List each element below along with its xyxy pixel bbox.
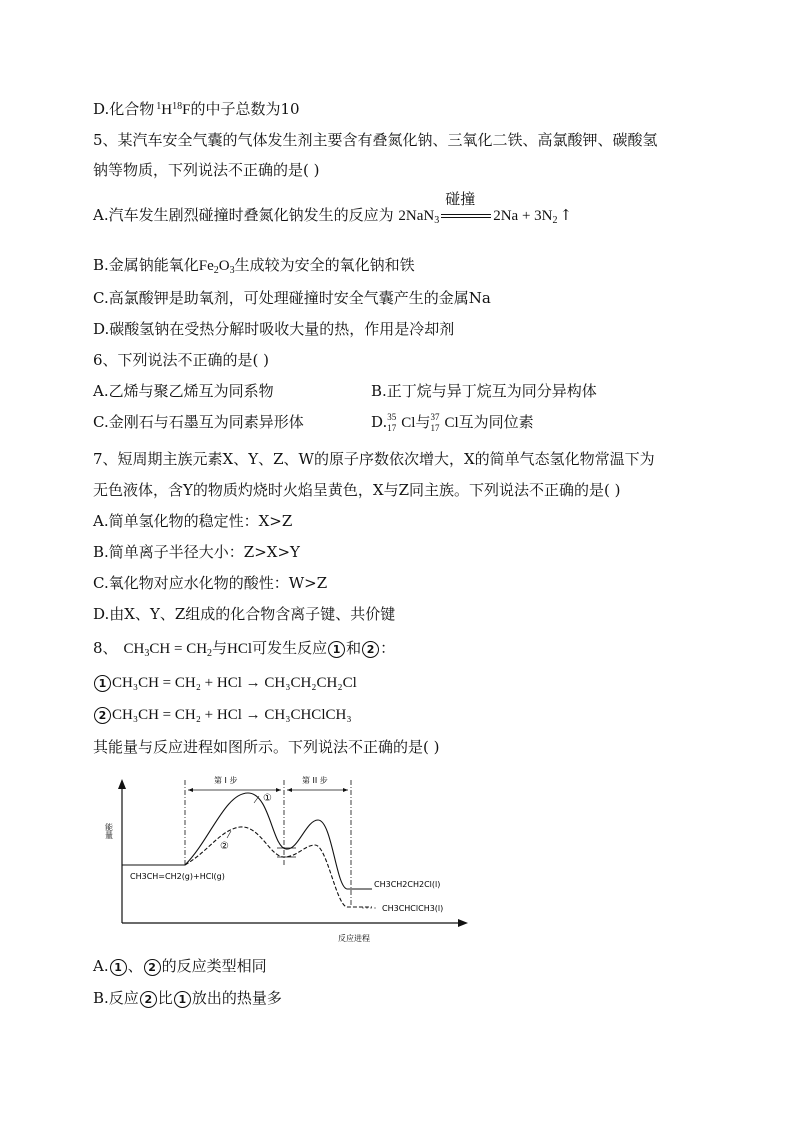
- element-symbol: O: [218, 258, 230, 274]
- curve-1-label: ①: [263, 793, 272, 804]
- q5-stem-line1: 5、某汽车安全气囊的气体发生剂主要含有叠氮化钠、三氧化二铁、高氯酸钾、碳酸氢: [93, 131, 658, 149]
- gas-arrow-icon: ↑: [559, 206, 573, 224]
- q5-stem-line2: 钠等物质，下列说法不正确的是( ): [93, 161, 320, 179]
- q7-stem-line2: 无色液体，含Y的物质灼烧时火焰呈黄色，X与Z同主族。下列说法不正确的是( ): [93, 481, 621, 499]
- x-axis-arrowhead: [458, 919, 468, 927]
- q5-b-text: B.金属钠能氧化: [93, 256, 199, 274]
- q7-option-d: D.由X、Y、Z组成的化合物含离子键、共价键: [93, 605, 396, 623]
- q7-stem-line1: 7、短周期主族元素X、Y、Z、W的原子序数依次增大，X的简单气态氢化物常温下为: [93, 450, 655, 468]
- subscript: 3: [434, 215, 440, 226]
- reaction-condition-arrow: [441, 190, 491, 225]
- mass-number: 37: [430, 412, 440, 422]
- q5-b-text-suffix: 生成较为安全的氧化钠和铁: [234, 256, 415, 274]
- q6-d-text-suffix: 互为同位素: [458, 413, 534, 431]
- product-1-label: CH3CH2CH2Cl(l): [374, 880, 441, 889]
- subscript: 2: [207, 648, 213, 659]
- q8-stem-text: 可发生反应: [252, 639, 328, 657]
- q5-option-d: D.碳酸氢钠在受热分解时吸收大量的热，作用是冷却剂: [93, 320, 455, 338]
- subscript: 2: [213, 265, 219, 276]
- element-symbol: Fe: [198, 258, 214, 274]
- curve-2: [185, 827, 372, 907]
- reaction-1-lhs: CH₃CH = CH₂ + HCl →: [112, 675, 265, 691]
- q4-option-d: [93, 97, 300, 120]
- q8-b-label: B.反应: [93, 989, 139, 1007]
- superscript: 18: [172, 101, 183, 112]
- q6-option-b: B.正丁烷与异丁烷互为同分异构体: [371, 382, 597, 400]
- formula: CH: [123, 641, 145, 657]
- reaction-2-rhs: CH₃CHClCH₃: [264, 707, 352, 723]
- q7-option-a: A.简单氢化物的稳定性：X>Z: [93, 512, 293, 530]
- q6-stem: 6、下列说法不正确的是( ): [93, 351, 270, 369]
- q8-reaction-1: [93, 672, 357, 693]
- element-symbol: Cl: [444, 415, 459, 431]
- connector: 与: [212, 639, 228, 657]
- q7-option-b: B.简单离子半径大小：Z>X>Y: [93, 543, 300, 561]
- circled-number-1: 1: [110, 959, 127, 976]
- q5-option-a: [93, 190, 573, 231]
- energy-diagram: [100, 765, 480, 945]
- circled-number-2: 2: [94, 707, 111, 724]
- q6-option-a: A.乙烯与聚乙烯互为同系物: [93, 382, 274, 400]
- q8-a-text: 的反应类型相同: [161, 957, 267, 975]
- product-2-label: CH3CHClCH3(l): [382, 904, 444, 913]
- connector: 比: [157, 989, 173, 1007]
- q4-d-text: D.化合物: [93, 100, 155, 118]
- q8-option-b: [93, 988, 282, 1008]
- q6-option-d: [371, 412, 534, 433]
- q6-option-c: C.金刚石与石墨互为同素异形体: [93, 413, 304, 431]
- formula: HCl: [227, 641, 253, 657]
- circled-number-2: 2: [144, 959, 161, 976]
- element-symbol: H: [161, 102, 173, 118]
- circled-number-1: 1: [328, 641, 345, 658]
- q8-stem: [93, 638, 395, 664]
- q4-d-text-suffix: 的中子总数为10: [190, 100, 300, 118]
- q5-option-b: [93, 255, 415, 281]
- q5-option-c: C.高氯酸钾是助氧剂，可处理碰撞时安全气囊产生的金属Na: [93, 289, 491, 307]
- element-symbol: F: [182, 102, 191, 118]
- separator: 、: [127, 957, 143, 975]
- circled-number-1: 1: [174, 991, 191, 1008]
- atomic-number: 17: [387, 423, 397, 433]
- reactant-label: CH3CH=CH2(g)+HCl(g): [130, 872, 225, 881]
- step-1-label: 第 I 步: [214, 776, 238, 785]
- q8-option-a: [93, 956, 267, 976]
- q8-reaction-2: [93, 704, 352, 725]
- atomic-number: 17: [430, 423, 440, 433]
- colon: ：: [380, 639, 396, 657]
- formula: CH = CH: [149, 641, 208, 657]
- x-axis-label: 反应进程: [338, 934, 370, 943]
- q8-description: 其能量与反应进程如图所示。下列说法不正确的是( ): [93, 738, 440, 756]
- step-2-label: 第 II 步: [302, 776, 328, 785]
- q8-b-text: 放出的热量多: [191, 989, 282, 1007]
- y-axis-arrowhead: [118, 779, 126, 789]
- subscript: 3: [144, 648, 150, 659]
- connector: 与: [415, 413, 431, 431]
- q6-d-label: D.: [371, 413, 388, 431]
- subscript: 3: [229, 265, 235, 276]
- reaction-1-rhs: CH₃CH₂CH₂Cl: [264, 675, 357, 691]
- q7-option-c: C.氧化物对应水化物的酸性：W>Z: [93, 574, 328, 592]
- q8-number: 8、: [93, 639, 118, 657]
- circled-number-1: 1: [94, 675, 111, 692]
- reaction-2-lhs: CH₃CH = CH₂ + HCl →: [112, 707, 265, 723]
- q5-a-text: A.汽车发生剧烈碰撞时叠氮化钠发生的反应为: [93, 206, 394, 224]
- q8-a-label: A.: [93, 957, 109, 975]
- element-symbol: Cl: [401, 415, 416, 431]
- circled-number-2: 2: [362, 641, 379, 658]
- superscript: 1: [156, 101, 162, 112]
- formula: 2Na + 3N: [493, 208, 553, 224]
- y-axis-label: 能量: [104, 823, 114, 839]
- connector: 和: [346, 639, 362, 657]
- mass-number: 35: [387, 412, 397, 422]
- subscript: 2: [552, 215, 558, 226]
- condition-label: 碰撞: [445, 190, 476, 208]
- curve-2-label: ②: [220, 841, 229, 852]
- formula: 2NaN: [398, 208, 435, 224]
- circled-number-2: 2: [140, 991, 157, 1008]
